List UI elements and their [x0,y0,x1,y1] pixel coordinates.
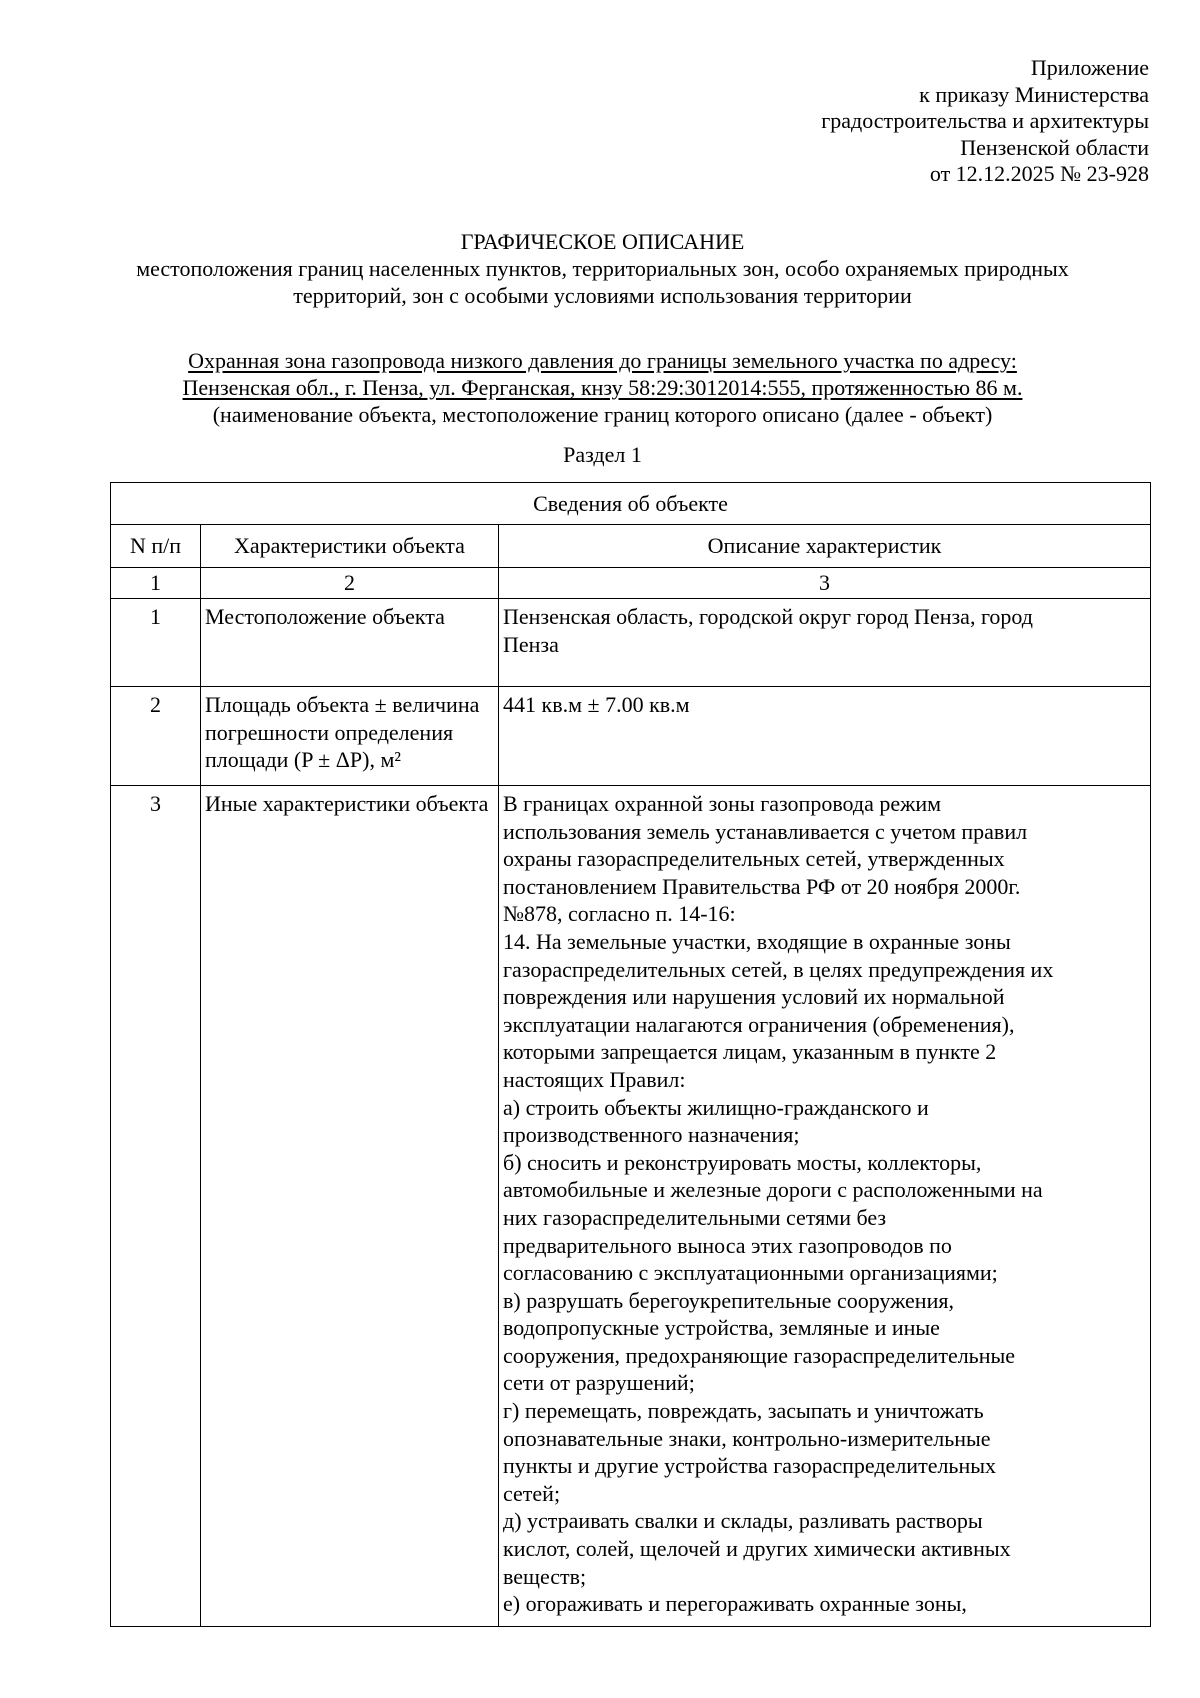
cell-line: постановлением Правительства РФ от 20 ноября 2000г. [503,873,1021,899]
row-description [499,786,1151,1627]
cell-line: согласованию с эксплуатационными организациями; [503,1260,998,1286]
cell-line: охраны газораспределительных сетей, утвержденных [503,846,1005,872]
table-caption-row [111,483,1151,525]
cell-line: эксплуатации налагаются ограничения (обременения), [503,1011,1015,1037]
object-name-block [60,347,1145,428]
row-description [499,687,1151,786]
cell-line: использования земель устанавливается с учетом правил [503,818,1028,844]
cell-line: сооружения, предохраняющие газораспределительные [503,1342,1016,1368]
header-num: N п/п [111,525,201,568]
cell-line: них газораспределительными сетями без [503,1204,887,1230]
cell-line: е) огораживать и перегораживать охранные зоны, [503,1591,967,1617]
appendix-line: Пензенской области [960,134,1149,160]
cell-line: веществ; [503,1563,587,1589]
cell-line: В границах охранной зоны газопровода режим [503,791,942,816]
object-name-hint: (наименование объекта, местоположение границ которого описано (далее - объект) [212,402,993,427]
appendix-order-date: от 12.12.2025 № 23-928 [929,161,1149,186]
cell-line: кислот, солей, щелочей и других химически активных [503,1536,1011,1562]
cell-line: Местоположение объекта [205,604,445,629]
object-name-line: Пензенская обл., г. Пенза, ул. Ферганская, кнзу 58:29:3012014:555, протяженностью 86 м. [182,375,1023,400]
title-line: местоположения границ населенных пунктов, территориальных зон, особо охраняемых природных [136,256,1069,281]
cell-line: в) разрушать берегоукрепительные сооружения, [503,1287,954,1313]
row-characteristic [201,786,499,1627]
cell-line: опознавательные знаки, контрольно-измерительные [503,1425,991,1451]
cell-line: автомобильные и железные дороги с расположенными на [503,1177,1043,1203]
column-number: 3 [499,568,1151,599]
cell-line: площади (P ± ΔP), м² [205,747,401,773]
cell-line: сетей; [503,1480,561,1506]
cell-line: Пенза [503,631,559,657]
cell-line: 441 кв.м ± 7.00 кв.м [503,692,690,717]
appendix-line: к приказу Министерства [919,81,1149,107]
cell-line: а) строить объекты жилищно-гражданского и [503,1094,929,1120]
column-number: 2 [201,568,499,599]
cell-line: д) устраивать свалки и склады, разливать растворы [503,1508,983,1534]
cell-line: №878, согласно п. 14-16: [503,901,736,927]
row-num: 2 [111,687,201,786]
cell-line: б) сносить и реконструировать мосты, коллекторы, [503,1149,982,1175]
cell-line: Площадь объекта ± величина [205,692,480,717]
table-caption: Сведения об объекте [111,483,1151,525]
row-characteristic [201,599,499,687]
cell-line: производственного назначения; [503,1122,800,1148]
appendix-line: градостроительства и архитектуры [821,108,1149,133]
cell-line: 14. На земельные участки, входящие в охранные зоны [503,928,1011,954]
table-row [111,599,1151,687]
row-description [499,599,1151,687]
row-characteristic [201,687,499,786]
cell-line: сети от разрушений; [503,1370,695,1396]
column-number: 1 [111,568,201,599]
cell-line: водопропускные устройства, земляные и иные [503,1315,940,1341]
title-main: ГРАФИЧЕСКОЕ ОПИСАНИЕ [460,229,745,254]
appendix-line: Приложение [1030,55,1149,80]
cell-line: которыми запрещается лицам, указанным в пункте 2 [503,1039,997,1065]
cell-line: газораспределительных сетей, в целях предупреждения их [503,956,1054,982]
title-line: территорий, зон с особыми условиями использования территории [293,283,912,308]
cell-line: предварительного выноса этих газопроводов по [503,1232,952,1258]
header-characteristic: Характеристики объекта [201,525,499,568]
section-heading: Раздел 1 [563,442,642,467]
table-header-row [111,525,1151,568]
cell-line: пункты и другие устройства газораспределительных [503,1453,997,1479]
table-row [111,786,1151,1627]
row-num: 1 [111,599,201,687]
cell-line: погрешности определения [205,719,454,745]
row-num: 3 [111,786,201,1627]
cell-line: г) перемещать, повреждать, засыпать и уничтожать [503,1398,984,1424]
cell-line: Пензенская область, городской округ город Пенза, город [503,604,1033,629]
cell-line: повреждения или нарушения условий их нормальной [503,984,1005,1010]
table-row [111,687,1151,786]
cell-line: Иные характеристики объекта [205,791,489,816]
object-info-table [110,482,1151,1627]
object-name-line: Охранная зона газопровода низкого давления до границы земельного участка по адресу: [188,348,1017,373]
header-description: Описание характеристик [499,525,1151,568]
appendix-block [821,55,1149,188]
document-title [60,228,1145,309]
table-column-numbers-row [111,568,1151,599]
cell-line: настоящих Правил: [503,1066,686,1092]
